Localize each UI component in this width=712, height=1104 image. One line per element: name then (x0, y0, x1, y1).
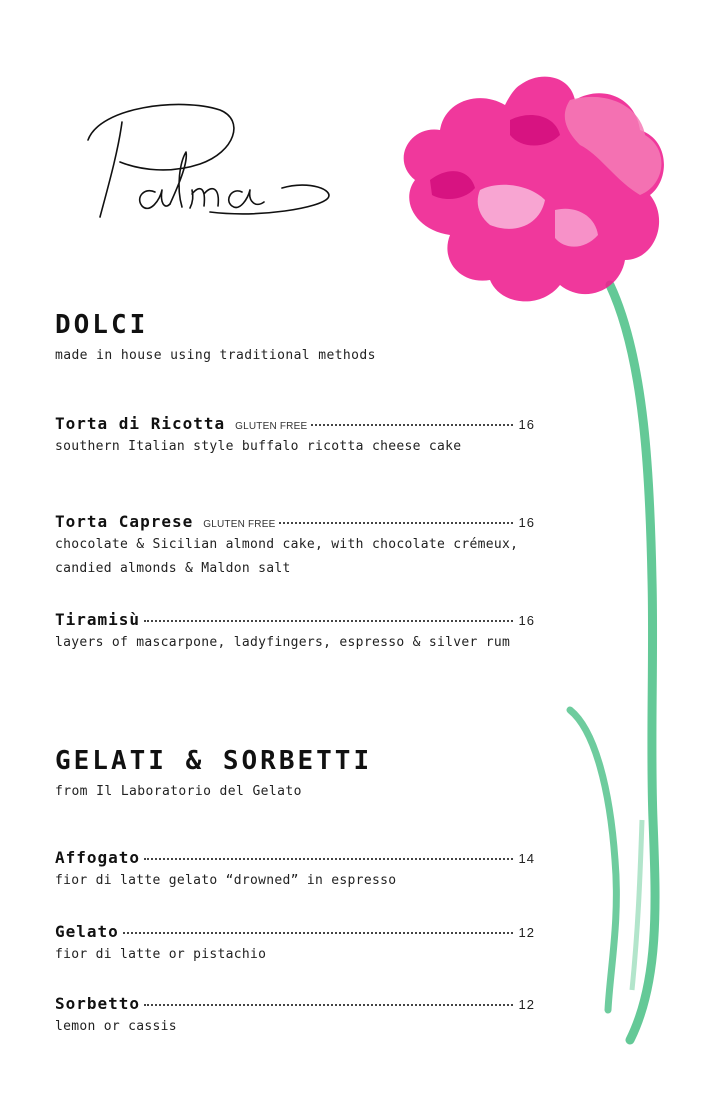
item-tag: GLUTEN FREE (203, 519, 276, 530)
menu-item (55, 994, 535, 1039)
menu-item (55, 512, 535, 581)
menu-item (55, 922, 535, 967)
dot-leader (311, 424, 512, 426)
dot-leader (144, 858, 512, 860)
dot-leader (144, 1004, 512, 1006)
item-name: Tiramisù (55, 610, 141, 629)
item-description: southern Italian style buffalo ricotta cheese cake (55, 439, 462, 454)
item-name: Torta di Ricotta (55, 414, 226, 433)
item-description: chocolate & Sicilian almond cake, with chocolate crémeux, candied almonds & Maldon salt (55, 537, 519, 576)
item-name: Gelato (55, 922, 119, 941)
item-name: Sorbetto (55, 994, 141, 1013)
section-subtitle-gelati: from Il Laboratorio del Gelato (55, 784, 302, 799)
item-price: 16 (518, 417, 535, 432)
item-description: layers of mascarpone, ladyfingers, espresso & silver rum (55, 635, 511, 650)
item-price: 12 (518, 925, 535, 940)
item-price: 12 (518, 997, 535, 1012)
item-description: lemon or cassis (55, 1019, 177, 1034)
palma-logo (60, 92, 340, 232)
dot-leader (279, 522, 512, 524)
dot-leader (144, 620, 512, 622)
section-subtitle-dolci: made in house using traditional methods (55, 348, 376, 363)
item-price: 14 (518, 851, 535, 866)
section-title-dolci: DOLCI (55, 310, 149, 340)
menu-item (55, 848, 535, 893)
item-description: fior di latte or pistachio (55, 947, 267, 962)
item-tag: GLUTEN FREE (235, 421, 308, 432)
item-price: 16 (518, 613, 535, 628)
menu-item (55, 610, 535, 655)
item-description: fior di latte gelato “drowned” in espresso (55, 873, 397, 888)
menu-item (55, 414, 535, 459)
item-price: 16 (518, 515, 535, 530)
dot-leader (123, 932, 513, 934)
item-name: Torta Caprese (55, 512, 194, 531)
item-name: Affogato (55, 848, 141, 867)
section-title-gelati: GELATI & SORBETTI (55, 746, 373, 776)
